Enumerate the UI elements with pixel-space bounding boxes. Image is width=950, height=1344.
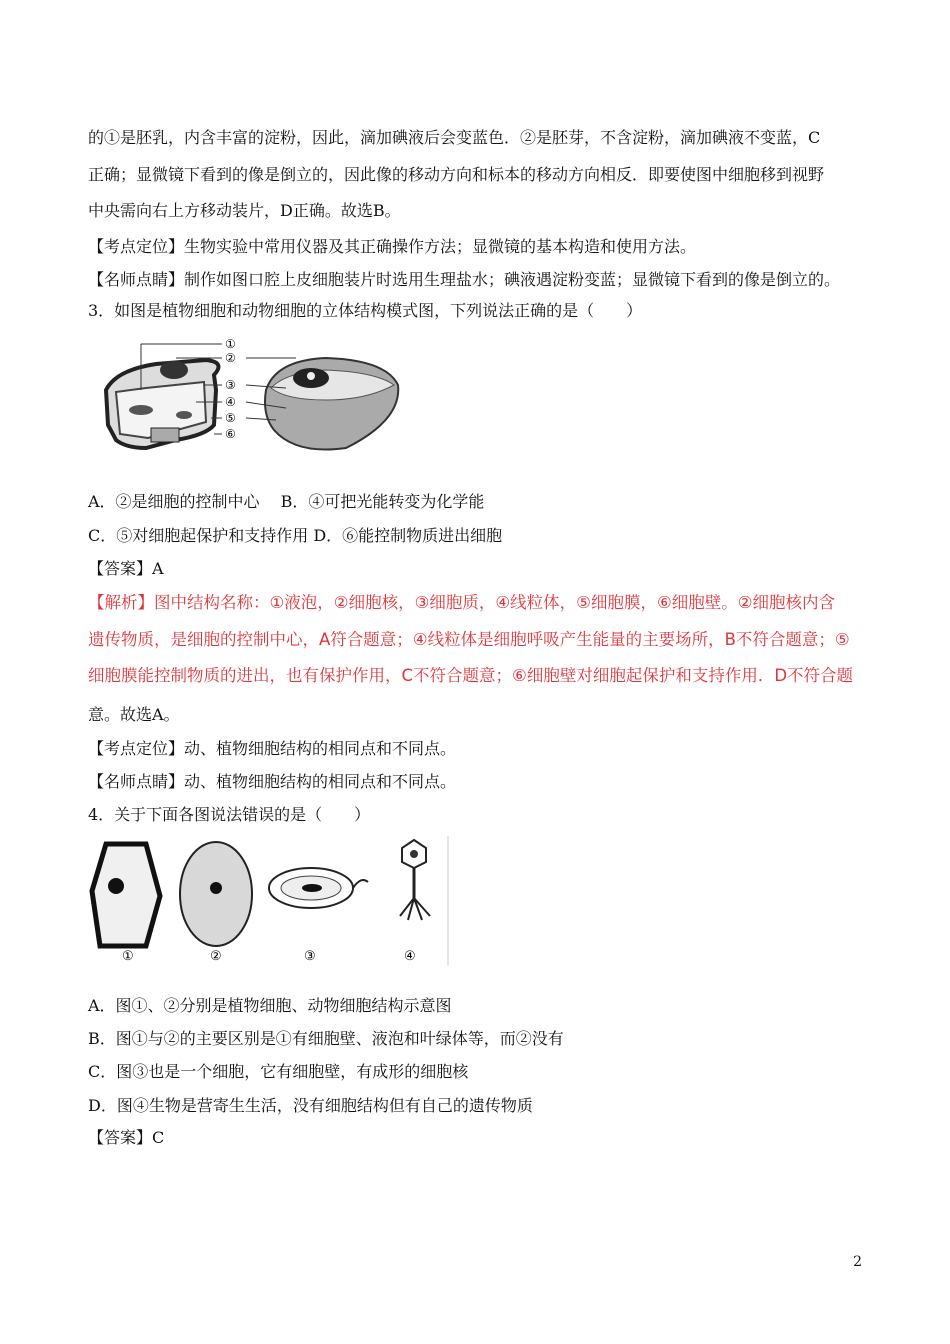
question-4-stem: 4．关于下面各图说法错误的是（ ） <box>88 805 371 824</box>
kaodian-line: 【考点定位】生物实验中常用仪器及其正确操作方法；显微镜的基本构造和使用方法。 <box>88 237 697 256</box>
analysis-end: 意。故选A。 <box>88 705 180 724</box>
answer-line: 【答案】C <box>88 1128 165 1147</box>
four-cells-figure <box>86 836 450 968</box>
plant-cell-illustration <box>106 360 219 448</box>
text-line: 的①是胚乳，内含丰富的淀粉，因此，滴加碘液后会变蓝色．②是胚芽，不含淀粉，滴加碘液不变蓝，C <box>88 128 821 147</box>
option-b: B．图①与②的主要区别是①有细胞壁、液泡和叶绿体等，而②没有 <box>88 1029 564 1048</box>
kaodian-line: 【考点定位】动、植物细胞结构的相同点和不同点。 <box>88 739 457 758</box>
plant-animal-cell-diagram <box>86 330 404 462</box>
answer-line: 【答案】A <box>88 559 164 578</box>
fig-label: ② <box>210 949 222 964</box>
fig-label: ① <box>225 337 236 351</box>
fig-label: ④ <box>225 395 236 409</box>
cell-structure-figure <box>86 330 404 462</box>
text-line: 正确；显微镜下看到的像是倒立的，因此像的移动方向和标本的移动方向相反．即要使图中细胞移到视野 <box>88 165 825 184</box>
analysis-line: 细胞膜能控制物质的进出，也有保护作用，C不符合题意；⑥细胞壁对细胞起保护和支持作用．D不符合题 <box>88 666 854 685</box>
question-3-stem: 3．如图是植物细胞和动物细胞的立体结构模式图，下列说法正确的是（ ） <box>88 301 643 320</box>
fig-label: ⑥ <box>225 427 236 441</box>
option-c: C．图③也是一个细胞，它有细胞壁，有成形的细胞核 <box>88 1062 469 1081</box>
page-number: 2 <box>853 1254 862 1270</box>
fig-label: ④ <box>404 949 416 964</box>
text-line: 中央需向右上方移动装片，D正确。故选B。 <box>88 201 401 220</box>
fig-label: ⑤ <box>225 411 236 425</box>
fig-label: ③ <box>304 949 316 964</box>
analysis-line: 遗传物质，是细胞的控制中心，A符合题意；④线粒体是细胞呼吸产生能量的主要场所，B不符合题意；⑤ <box>88 630 850 649</box>
option-ab: A．②是细胞的控制中心 B．④可把光能转变为化学能 <box>88 492 485 511</box>
fig-label: ② <box>225 351 236 365</box>
option-a: A．图①、②分别是植物细胞、动物细胞结构示意图 <box>88 996 452 1015</box>
analysis-line: 【解析】图中结构名称：①液泡，②细胞核，③细胞质，④线粒体，⑤细胞膜，⑥细胞壁。②细胞核内含 <box>88 593 836 612</box>
option-d: D．图④生物是营寄生生活，没有细胞结构但有自己的遗传物质 <box>88 1096 533 1115</box>
dianjing-line: 【名师点睛】制作如图口腔上皮细胞装片时选用生理盐水；碘液遇淀粉变蓝；显微镜下看到的像是倒立的。 <box>88 270 841 289</box>
option-cd: C．⑤对细胞起保护和支持作用 D．⑥能控制物质进出细胞 <box>88 526 503 545</box>
animal-cell-illustration <box>265 358 398 450</box>
fig-label: ① <box>122 949 134 964</box>
four-cells-diagram <box>86 836 450 968</box>
dianjing-line: 【名师点睛】动、植物细胞结构的相同点和不同点。 <box>88 772 457 791</box>
fig-label: ③ <box>225 378 236 392</box>
